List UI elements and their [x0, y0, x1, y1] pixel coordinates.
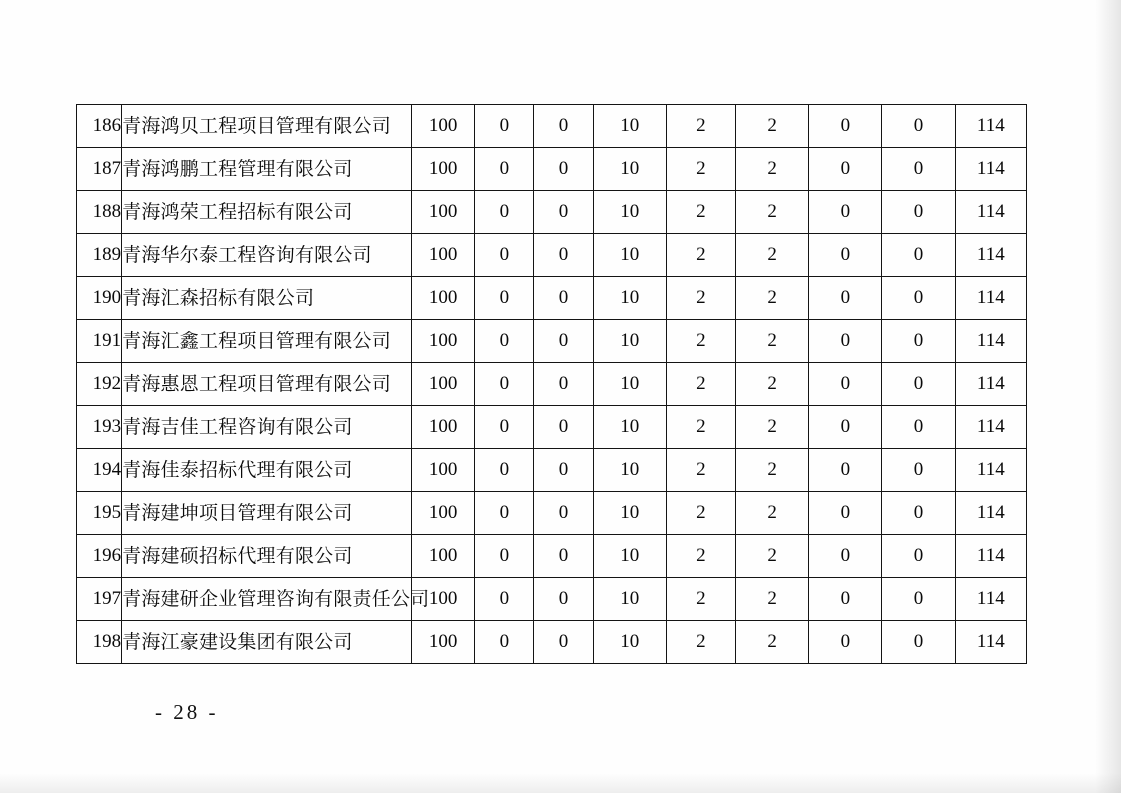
score-col-2: 0	[475, 277, 534, 320]
company-name: 青海鸿荣工程招标有限公司	[122, 191, 412, 234]
company-name: 青海汇森招标有限公司	[122, 277, 412, 320]
score-col-6: 2	[736, 449, 809, 492]
company-name: 青海鸿贝工程项目管理有限公司	[122, 105, 412, 148]
scan-edge-shading-bottom	[0, 773, 1121, 793]
score-col-7: 0	[809, 105, 882, 148]
score-col-4: 10	[593, 406, 666, 449]
score-col-6: 2	[736, 320, 809, 363]
score-col-2: 0	[475, 621, 534, 664]
company-name: 青海华尔泰工程咨询有限公司	[122, 234, 412, 277]
score-col-5: 2	[666, 621, 735, 664]
row-index: 197	[77, 578, 122, 621]
score-col-6: 2	[736, 363, 809, 406]
score-col-1: 100	[412, 363, 475, 406]
score-col-1: 100	[412, 621, 475, 664]
row-index: 190	[77, 277, 122, 320]
score-col-4: 10	[593, 621, 666, 664]
score-col-8: 0	[882, 578, 955, 621]
row-index: 194	[77, 449, 122, 492]
score-col-6: 2	[736, 492, 809, 535]
score-col-3: 0	[534, 492, 593, 535]
table-row	[77, 535, 1027, 578]
score-total: 114	[955, 621, 1026, 664]
score-col-7: 0	[809, 148, 882, 191]
score-total: 114	[955, 406, 1026, 449]
score-col-2: 0	[475, 449, 534, 492]
score-col-6: 2	[736, 105, 809, 148]
score-col-5: 2	[666, 105, 735, 148]
score-col-7: 0	[809, 320, 882, 363]
score-col-3: 0	[534, 148, 593, 191]
company-name: 青海江豪建设集团有限公司	[122, 621, 412, 664]
page-number: - 28 -	[155, 700, 219, 724]
score-col-4: 10	[593, 578, 666, 621]
company-name: 青海建研企业管理咨询有限责任公司	[122, 578, 412, 621]
table-row	[77, 148, 1027, 191]
score-col-6: 2	[736, 148, 809, 191]
score-col-3: 0	[534, 234, 593, 277]
row-index: 189	[77, 234, 122, 277]
score-col-5: 2	[666, 363, 735, 406]
score-col-7: 0	[809, 234, 882, 277]
company-name: 青海鸿鹏工程管理有限公司	[122, 148, 412, 191]
score-col-2: 0	[475, 492, 534, 535]
score-col-2: 0	[475, 578, 534, 621]
score-col-8: 0	[882, 191, 955, 234]
score-col-8: 0	[882, 621, 955, 664]
score-total: 114	[955, 105, 1026, 148]
score-col-8: 0	[882, 234, 955, 277]
score-col-7: 0	[809, 578, 882, 621]
row-index: 193	[77, 406, 122, 449]
score-col-2: 0	[475, 234, 534, 277]
score-total: 114	[955, 277, 1026, 320]
score-col-1: 100	[412, 492, 475, 535]
score-col-8: 0	[882, 406, 955, 449]
score-col-5: 2	[666, 578, 735, 621]
score-col-8: 0	[882, 148, 955, 191]
score-col-3: 0	[534, 406, 593, 449]
score-col-4: 10	[593, 105, 666, 148]
score-col-6: 2	[736, 234, 809, 277]
table-row	[77, 363, 1027, 406]
score-total: 114	[955, 363, 1026, 406]
score-col-7: 0	[809, 449, 882, 492]
score-col-6: 2	[736, 406, 809, 449]
row-index: 191	[77, 320, 122, 363]
score-col-2: 0	[475, 148, 534, 191]
company-name: 青海汇鑫工程项目管理有限公司	[122, 320, 412, 363]
row-index: 195	[77, 492, 122, 535]
score-col-5: 2	[666, 492, 735, 535]
score-col-3: 0	[534, 621, 593, 664]
score-col-6: 2	[736, 578, 809, 621]
score-total: 114	[955, 492, 1026, 535]
score-col-5: 2	[666, 191, 735, 234]
company-name: 青海佳泰招标代理有限公司	[122, 449, 412, 492]
score-col-6: 2	[736, 277, 809, 320]
score-col-4: 10	[593, 148, 666, 191]
score-col-1: 100	[412, 535, 475, 578]
score-col-1: 100	[412, 148, 475, 191]
score-col-6: 2	[736, 621, 809, 664]
score-col-7: 0	[809, 621, 882, 664]
table-row	[77, 191, 1027, 234]
row-index: 198	[77, 621, 122, 664]
score-col-6: 2	[736, 191, 809, 234]
company-name: 青海建硕招标代理有限公司	[122, 535, 412, 578]
score-total: 114	[955, 191, 1026, 234]
row-index: 186	[77, 105, 122, 148]
table-row	[77, 277, 1027, 320]
score-col-4: 10	[593, 191, 666, 234]
score-col-5: 2	[666, 234, 735, 277]
score-col-1: 100	[412, 578, 475, 621]
score-total: 114	[955, 148, 1026, 191]
score-col-1: 100	[412, 234, 475, 277]
row-index: 187	[77, 148, 122, 191]
score-col-8: 0	[882, 320, 955, 363]
score-col-8: 0	[882, 449, 955, 492]
score-col-1: 100	[412, 320, 475, 363]
score-col-2: 0	[475, 363, 534, 406]
score-col-4: 10	[593, 449, 666, 492]
score-col-7: 0	[809, 191, 882, 234]
score-col-3: 0	[534, 363, 593, 406]
score-col-5: 2	[666, 320, 735, 363]
company-name: 青海建坤项目管理有限公司	[122, 492, 412, 535]
score-col-4: 10	[593, 363, 666, 406]
table-row	[77, 320, 1027, 363]
table-row	[77, 621, 1027, 664]
score-col-2: 0	[475, 320, 534, 363]
row-index: 192	[77, 363, 122, 406]
score-col-5: 2	[666, 535, 735, 578]
score-col-5: 2	[666, 277, 735, 320]
score-col-3: 0	[534, 277, 593, 320]
scores-table-container	[76, 104, 1027, 664]
table-row	[77, 492, 1027, 535]
score-col-4: 10	[593, 234, 666, 277]
company-name: 青海惠恩工程项目管理有限公司	[122, 363, 412, 406]
score-col-3: 0	[534, 535, 593, 578]
score-col-2: 0	[475, 535, 534, 578]
row-index: 188	[77, 191, 122, 234]
score-col-3: 0	[534, 320, 593, 363]
score-col-1: 100	[412, 277, 475, 320]
score-col-2: 0	[475, 406, 534, 449]
score-total: 114	[955, 535, 1026, 578]
score-col-3: 0	[534, 105, 593, 148]
score-col-6: 2	[736, 535, 809, 578]
score-col-7: 0	[809, 492, 882, 535]
score-col-3: 0	[534, 191, 593, 234]
score-total: 114	[955, 234, 1026, 277]
score-col-5: 2	[666, 406, 735, 449]
score-col-4: 10	[593, 492, 666, 535]
table-row	[77, 449, 1027, 492]
score-col-7: 0	[809, 406, 882, 449]
table-row	[77, 406, 1027, 449]
score-col-7: 0	[809, 277, 882, 320]
company-name: 青海吉佳工程咨询有限公司	[122, 406, 412, 449]
score-col-8: 0	[882, 492, 955, 535]
score-col-1: 100	[412, 449, 475, 492]
score-col-1: 100	[412, 105, 475, 148]
scan-edge-shading	[1095, 0, 1121, 793]
score-col-3: 0	[534, 449, 593, 492]
score-col-4: 10	[593, 277, 666, 320]
score-col-7: 0	[809, 363, 882, 406]
row-index: 196	[77, 535, 122, 578]
table-row	[77, 578, 1027, 621]
score-total: 114	[955, 578, 1026, 621]
table-row	[77, 234, 1027, 277]
scores-table	[76, 104, 1027, 664]
score-col-8: 0	[882, 363, 955, 406]
score-col-3: 0	[534, 578, 593, 621]
score-col-8: 0	[882, 105, 955, 148]
score-col-2: 0	[475, 105, 534, 148]
score-col-5: 2	[666, 449, 735, 492]
score-col-1: 100	[412, 406, 475, 449]
scores-table-body	[77, 105, 1027, 664]
score-col-1: 100	[412, 191, 475, 234]
score-col-2: 0	[475, 191, 534, 234]
score-total: 114	[955, 320, 1026, 363]
score-col-7: 0	[809, 535, 882, 578]
score-col-8: 0	[882, 277, 955, 320]
score-col-4: 10	[593, 535, 666, 578]
score-total: 114	[955, 449, 1026, 492]
score-col-5: 2	[666, 148, 735, 191]
score-col-8: 0	[882, 535, 955, 578]
score-col-4: 10	[593, 320, 666, 363]
table-row	[77, 105, 1027, 148]
